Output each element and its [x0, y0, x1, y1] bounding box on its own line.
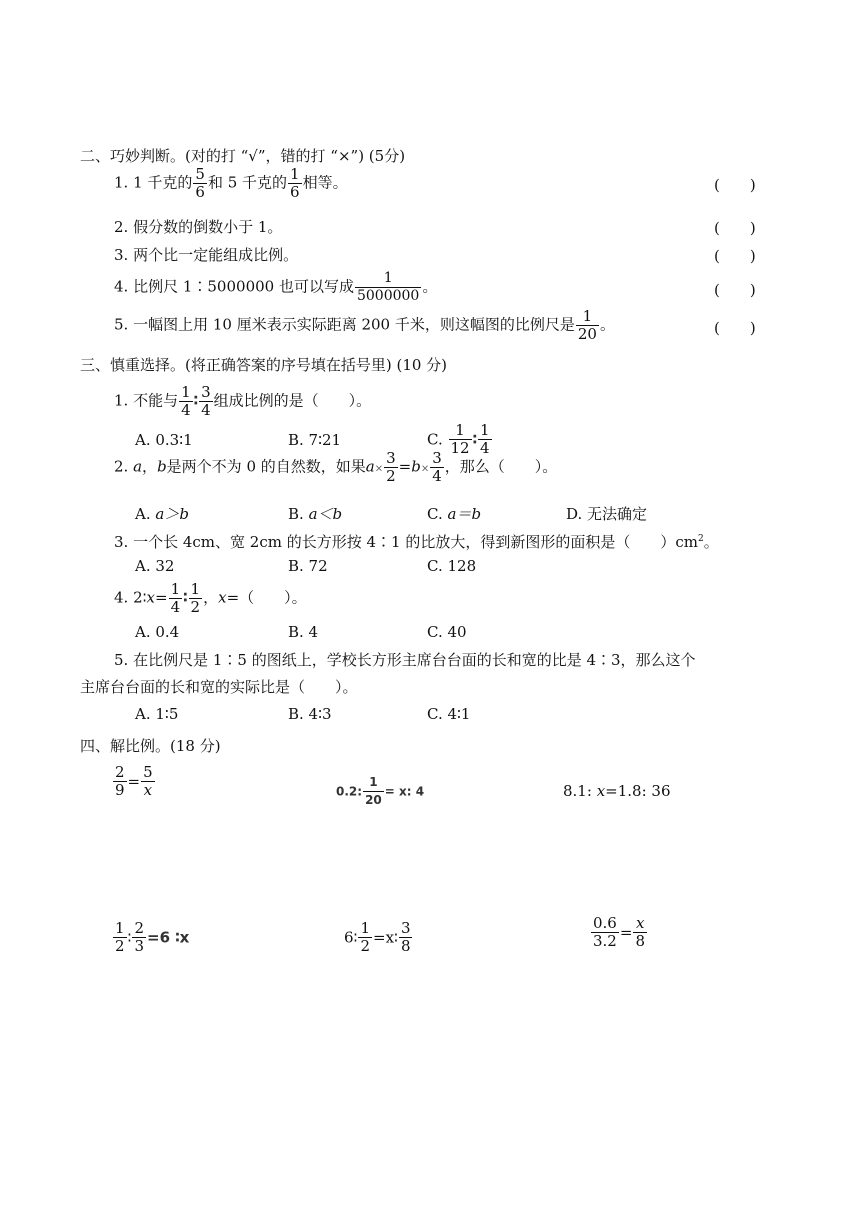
fraction: $\frac{5}{x}$ — [143, 763, 153, 799]
times-sign: × — [374, 463, 384, 475]
s3-question-5-line2: 主席台台面的长和宽的实际比是（ ）。 — [80, 678, 358, 696]
s3-question-4 — [114, 581, 307, 616]
s3-q2-text-b: ，那么（ ）。 — [444, 457, 558, 476]
fraction: $\frac{1}{4}$ — [170, 580, 181, 616]
s3-q1-text-a: 1. 不能与 — [114, 391, 179, 410]
s2-q1-text-b: 和 5 千克的 — [207, 173, 288, 192]
fraction: $\frac{0.6}{3.2}$ — [593, 914, 617, 950]
comma: ， — [203, 588, 219, 607]
s4-p5-text-a: 6 — [344, 928, 354, 947]
fraction: $\frac{2}{9}$ — [115, 763, 125, 799]
section2-title: 二、巧妙判断。(对的打 “√”，错的打 “×”) (5分) — [80, 147, 406, 165]
ratio-colon: ∶ — [472, 430, 478, 449]
fraction: $\frac{x}{8}$ — [635, 914, 645, 950]
fraction: $\frac{1}{2}$ — [360, 919, 370, 955]
ratio-colon: ∶ — [353, 928, 358, 947]
s3-q3-text-b: 。 — [703, 533, 719, 551]
var-b: b — [157, 457, 167, 476]
s3-q5-option-c[interactable]: C. 4∶1 — [427, 705, 471, 723]
ratio-colon: ∶ — [127, 928, 132, 947]
var-x: x — [596, 782, 606, 800]
fraction: $\frac{1}{5000000}$ — [356, 270, 420, 304]
s3-q4-text-b: =（ ）。 — [226, 588, 307, 607]
s3-q2-option-d[interactable]: D. 无法确定 — [566, 505, 648, 523]
s3-q4-option-c[interactable]: C. 40 — [427, 623, 467, 641]
s3-q3-option-a[interactable]: A. 32 — [135, 557, 175, 575]
s3-q2-option-a[interactable]: A. a＞b — [135, 505, 189, 523]
times-sign: × — [420, 463, 430, 475]
s3-q3-option-b[interactable]: B. 72 — [288, 557, 328, 575]
fraction: $\frac{2}{3}$ — [134, 919, 144, 955]
s4-problem-4 — [112, 920, 189, 955]
fraction: $\frac{1}{2}$ — [190, 580, 201, 616]
var-b: b — [411, 457, 421, 476]
s3-q2-option-c[interactable]: C. a＝b — [427, 505, 482, 523]
ratio-colon: ∶ — [183, 588, 188, 607]
s2-question-1 — [114, 166, 348, 201]
s4-p4-text-b: =6 ∶x — [147, 928, 190, 947]
fraction: $\frac{1}{2}$ — [115, 919, 125, 955]
s4-problem-6 — [590, 915, 648, 950]
s3-q3-text-a: 3. 一个长 4cm、宽 2cm 的长方形按 4∶1 的比放大，得到新图形的面积是（ ）cm — [114, 533, 698, 551]
s3-q4-text-a: 4. 2∶ — [114, 588, 147, 607]
fraction: $\frac{3}{2}$ — [386, 449, 396, 485]
s3-q2-text-a: 是两个不为 0 的自然数，如果 — [166, 457, 366, 476]
fraction: $\frac{1}{6}$ — [290, 165, 300, 201]
fraction: $\frac{1}{4}$ — [480, 421, 490, 457]
s3-q1-text-b: 组成比例的是（ ）。 — [213, 391, 372, 410]
answer-paren[interactable]: ( ) — [714, 176, 756, 194]
s3-q3-option-c[interactable]: C. 128 — [427, 557, 477, 575]
s2-question-3: 3. 两个比一定能组成比例。 — [114, 246, 299, 264]
equals-sign: = — [127, 772, 141, 791]
fraction: $\frac{3}{4}$ — [201, 383, 211, 419]
s2-q5-text-b: 。 — [599, 315, 615, 334]
s3-q4-option-a[interactable]: A. 0.4 — [135, 623, 180, 641]
s3-question-1 — [114, 384, 371, 419]
s2-q4-text-a: 4. 比例尺 1∶5000000 也可以写成 — [114, 277, 354, 296]
fraction: $\frac{1}{20}$ — [577, 307, 597, 343]
s3-q2-option-b[interactable]: B. a＜b — [288, 505, 343, 523]
section3-title: 三、慎重选择。(将正确答案的序号填在括号里) (10 分) — [80, 356, 448, 374]
s2-q1-text-c: 相等。 — [302, 173, 348, 192]
ratio-colon: ∶ — [193, 391, 199, 410]
fraction: $\frac{1}{12}$ — [450, 421, 470, 457]
ratio-colon: ∶ — [394, 928, 398, 947]
var-x: x — [218, 588, 227, 607]
s2-question-4 — [114, 270, 437, 305]
equals-sign: = — [155, 588, 168, 607]
fraction: $\frac{5}{6}$ — [195, 165, 205, 201]
s4-p3-text-a: 8.1: — [563, 782, 597, 800]
s4-p2-text-a: 0.2: — [336, 784, 363, 799]
s4-p3-text-b: =1.8: 36 — [605, 782, 671, 800]
var-a: a — [133, 457, 143, 476]
s2-q4-text-b: 。 — [422, 277, 438, 296]
s2-question-5 — [114, 308, 615, 343]
section4-title: 四、解比例。(18 分) — [80, 737, 221, 755]
s3-q1-option-a[interactable]: A. 0.3∶1 — [135, 431, 193, 449]
fraction: $\frac{1}{4}$ — [181, 383, 191, 419]
s4-problem-1 — [112, 764, 156, 799]
s2-question-2: 2. 假分数的倒数小于 1。 — [114, 218, 283, 236]
fraction: $\frac{3}{8}$ — [400, 919, 411, 955]
s3-q5-option-b[interactable]: B. 4∶3 — [288, 705, 332, 723]
equals-sign: = — [398, 457, 412, 476]
s3-q1-option-b[interactable]: B. 7∶21 — [288, 431, 342, 449]
answer-paren[interactable]: ( ) — [714, 319, 756, 337]
s3-question-3 — [114, 529, 719, 552]
fraction: $\frac{3}{4}$ — [432, 449, 442, 485]
s4-problem-3 — [563, 781, 671, 801]
s4-problem-5 — [344, 920, 413, 955]
s3-q4-option-b[interactable]: B. 4 — [288, 623, 319, 641]
superscript: 2 — [697, 534, 704, 544]
answer-paren[interactable]: ( ) — [714, 247, 756, 265]
answer-paren[interactable]: ( ) — [714, 281, 756, 299]
comma: ， — [142, 457, 158, 476]
s3-question-5-line1: 5. 在比例尺是 1∶5 的图纸上，学校长方形主席台台面的长和宽的比是 4∶3，那么这个 — [114, 651, 696, 669]
var-a: a — [365, 457, 375, 476]
equals-x: =x — [373, 928, 395, 947]
answer-paren[interactable]: ( ) — [714, 219, 756, 237]
s2-q1-text-a: 1. 1 千克的 — [114, 173, 193, 192]
fraction: $\frac{1}{20}$ — [365, 775, 382, 807]
s4-problem-2 — [336, 774, 424, 809]
var-x: x — [146, 588, 155, 607]
s2-q5-text-a: 5. 一幅图上用 10 厘米表示实际距离 200 千米，则这幅图的比例尺是 — [114, 315, 575, 334]
s4-p2-text-b: = x: 4 — [384, 784, 425, 799]
s3-q5-option-a[interactable]: A. 1∶5 — [135, 705, 179, 723]
s3-question-2 — [114, 450, 557, 485]
option-letter: C. — [427, 430, 443, 449]
s3-q2-number: 2. — [114, 457, 129, 476]
equals-sign: = — [619, 923, 633, 942]
